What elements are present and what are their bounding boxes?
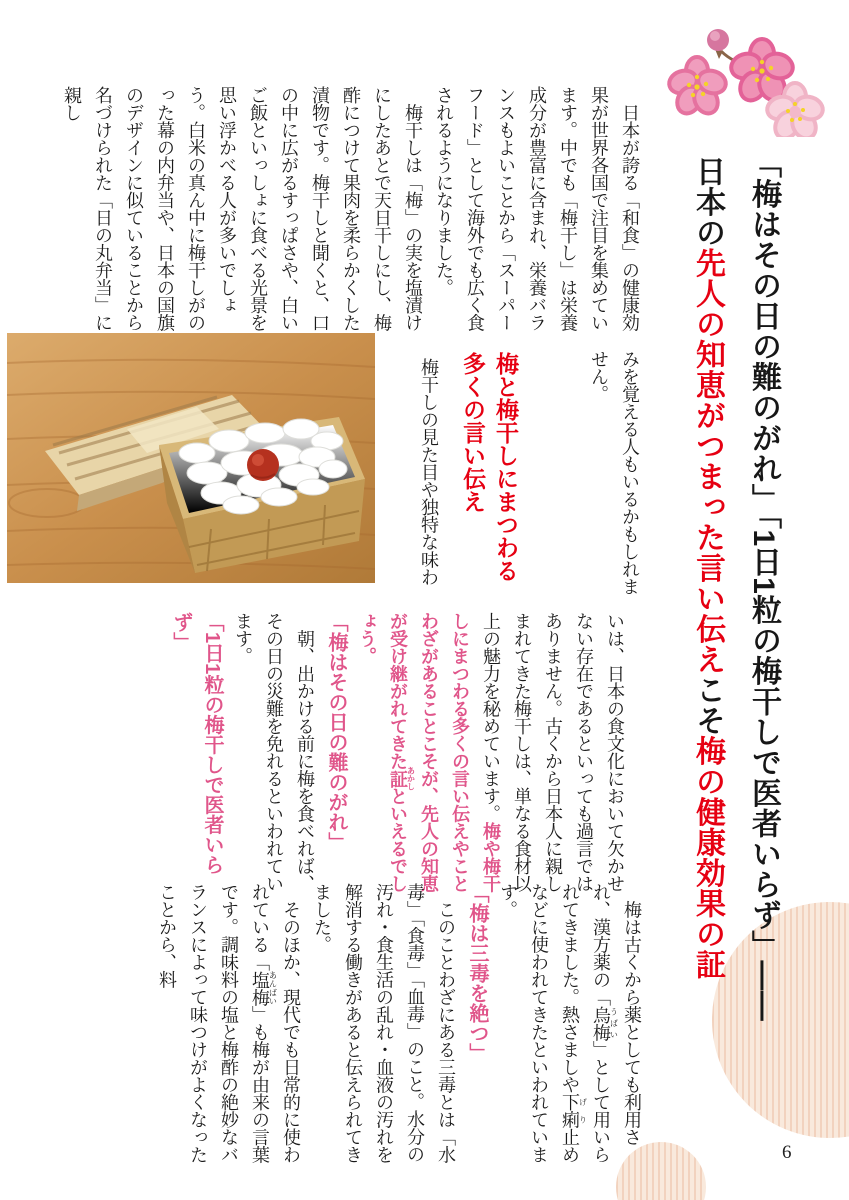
- title-run-black: 日本の: [691, 156, 724, 248]
- ruby-akashi: [388, 766, 416, 791]
- ruby-base: 証: [388, 766, 408, 791]
- section-heading-line1: 梅と梅干しにまつわる: [493, 352, 519, 582]
- bento-photo-illustration: [7, 333, 375, 583]
- plum-blossom-icon: [645, 5, 849, 137]
- intro-continuation-text: みを覚える人もいるかもしれません。: [589, 350, 640, 595]
- subheading-sandoku: 「梅は三毒を絶つ」: [466, 883, 488, 1063]
- emphasis-text: 梅や梅干しにまつわる多くの言い伝えやことわざがあることこそが、先人の知恵が受け継がれてきた: [388, 612, 501, 892]
- subsection1-paragraph: 朝、出かける前に梅を食べれば、その日の災難を免れるといわれています。: [233, 612, 315, 892]
- ruby-furigana: あんばい: [268, 970, 278, 1006]
- page-title-line2: [684, 156, 730, 1116]
- section2-body: [70, 883, 647, 1175]
- ruby-base: 烏梅: [591, 1005, 611, 1041]
- section1-emphasis: [357, 612, 501, 892]
- section2-text: 」も梅が由来の言葉です。調味料の塩と梅酢の絶妙なバランスによって味つけがよくなったことから、料: [157, 883, 270, 1163]
- emphasis-text-end: といえるでしょう。: [357, 612, 408, 892]
- section2-text: そのほか、現代でも日常的に使われている「: [250, 883, 301, 1163]
- intro-paragraph-1: 日本が誇る「和食」の健康効果が世界各国で注目を集めています。中でも「梅干し」は栄養成分が豊富に含まれ、栄養バランスもよいことから「スーパーフード」として海外でも広く食されるようになりました。: [434, 86, 640, 331]
- ruby-furigana: げり: [578, 1093, 588, 1128]
- title-run-red: 先人の知恵がつまった言い伝え: [691, 247, 724, 675]
- ruby-ubai: [591, 1005, 619, 1041]
- section-heading-line2: 多くの言い伝え: [460, 352, 486, 513]
- page-title-line1: [740, 148, 786, 1158]
- section1-lead-text: 梅干しの見た目や独特な味わ: [419, 358, 439, 586]
- section2-paragraph-3: [151, 883, 306, 1175]
- section1-text: いは、日本の食文化において欠かせない存在であるといっても過言ではありません。古くから日本人に親しまれてきた梅干しは、単なる食材以上の魅力を秘めています。: [481, 612, 625, 892]
- subheading-hinan-nogare: 「梅はその日の難のがれ」: [325, 612, 347, 852]
- ruby-furigana: うばい: [609, 1005, 619, 1041]
- ruby-furigana: あかし: [406, 766, 416, 791]
- page-number: 6: [782, 1142, 792, 1163]
- title-run-black: こそ: [691, 674, 724, 736]
- ruby-geri: [560, 1093, 588, 1128]
- blossom-flower-left: [666, 57, 728, 118]
- ruby-anbai: [250, 970, 278, 1006]
- section2-paragraph-1: [492, 883, 647, 1175]
- section2-paragraph-2: このことわざにある三毒とは「水毒」「食毒」「血毒」のこと。水分の汚れ・食生活の乱れ・血液の汚れを解消する働きがあると伝えられてきました。: [312, 883, 456, 1163]
- title-text: 「梅はその日の難のがれ」「1日1粒の梅干しで医者いらず」――: [747, 148, 780, 1022]
- intro-paragraph-2: 梅干しは「梅」の実を塩漬けにしたあとで天日干しにし、梅酢につけて果肉を柔らかくした漬物です。梅干しと聞くと、口の中に広がるすっぱさや、白いご飯といっしょに食べる光景を思い浮かべる人が多いでしょう。白米の真ん中に梅干しがのった幕の内弁当や、日本の国旗のデザインに似ていることから名づけられた「日の丸弁当」に親し: [62, 86, 423, 331]
- intro-paragraph-2-continued: [563, 350, 645, 600]
- title-run-red: 梅の健康効果の証: [691, 735, 724, 980]
- bento-photo: [7, 333, 375, 583]
- subheading-ichinichi-hitotsubu: 「1日1粒の梅干しで医者いらず」: [170, 612, 223, 875]
- section1-lead-column: [406, 358, 444, 594]
- ruby-base: 下痢: [560, 1093, 580, 1128]
- section-heading-legends: [450, 352, 522, 602]
- section2-text: 」として用いられてきました。熱さましや: [560, 883, 611, 1163]
- section1-body: [82, 612, 630, 894]
- section1-paragraph: [351, 612, 630, 894]
- section2-text: 梅は古くから薬としても利用され、漢方薬の「: [591, 883, 642, 1146]
- ruby-base: 塩梅: [250, 970, 270, 1006]
- section2-text: 止めなどに使われてきたといわれています。: [498, 883, 580, 1163]
- intro-paragraphs: [62, 86, 645, 338]
